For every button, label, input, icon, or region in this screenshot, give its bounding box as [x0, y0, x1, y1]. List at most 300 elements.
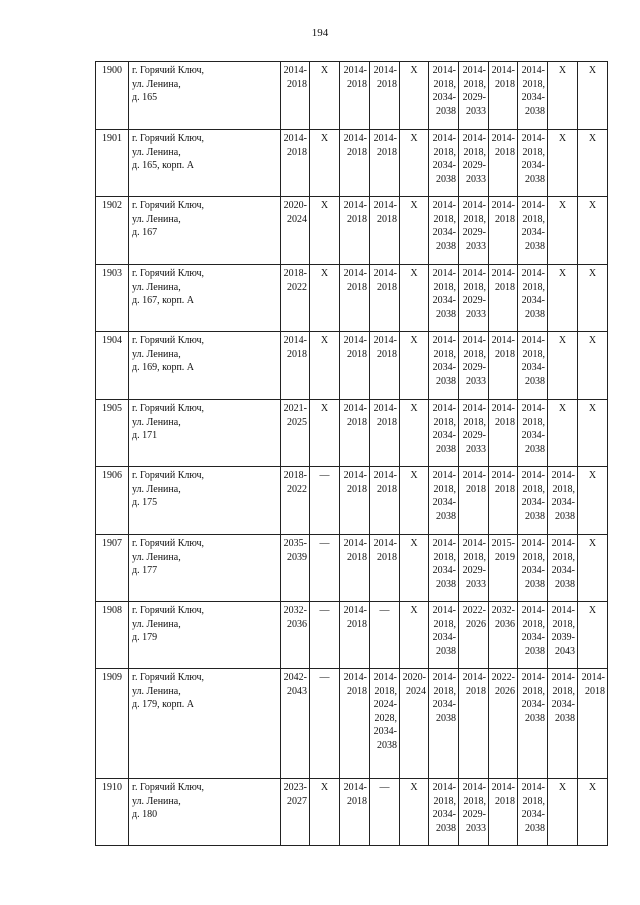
cell-line: 2018,	[433, 685, 456, 697]
cell-line: 2022-	[462, 605, 486, 616]
cell-line: 2018,	[463, 795, 486, 807]
year-cell	[281, 669, 310, 779]
year-cell	[281, 602, 310, 669]
year-cell	[548, 400, 578, 467]
year-cell	[548, 197, 578, 265]
cell-line: 2029-	[462, 227, 486, 239]
year-cell	[578, 779, 608, 846]
year-cell	[548, 332, 578, 400]
cell-line: 2029-	[462, 295, 486, 307]
cell-line: 2025	[287, 416, 307, 428]
cell-line: 2019	[495, 551, 515, 563]
cell-line: 2014-	[521, 403, 545, 414]
cell-line: 2014-	[581, 672, 605, 683]
year-cell	[370, 197, 400, 265]
cell-line: 2018	[585, 685, 605, 697]
year-cell	[340, 130, 370, 197]
cell-line: 2014-	[343, 335, 367, 346]
year-cell	[340, 62, 370, 130]
cell-line: 2018	[347, 795, 367, 807]
cell-line: 2038	[525, 375, 545, 387]
cell-line: 2018,	[433, 146, 456, 158]
cell-line: 2018,	[374, 685, 397, 697]
cell-line: 2018,	[433, 795, 456, 807]
year-cell	[459, 400, 489, 467]
address-line: ул. Ленина,	[132, 78, 181, 90]
cell-line: 2018,	[522, 78, 545, 90]
year-cell	[281, 779, 310, 846]
cell-line: 2018	[377, 78, 397, 90]
cell-line: 2018,	[463, 281, 486, 293]
cell-line: —	[379, 605, 390, 616]
cell-line: 2014-	[373, 538, 397, 549]
year-cell	[340, 535, 370, 602]
cell-line: Х	[558, 200, 567, 211]
year-cell	[370, 669, 400, 779]
cell-line: 2034-	[432, 632, 456, 644]
address-cell	[129, 62, 281, 130]
cell-line: 2034-	[432, 160, 456, 172]
cell-line: 2014-	[343, 268, 367, 279]
cell-line: 2014-	[462, 470, 486, 481]
cell-line: 2014-	[432, 605, 456, 616]
year-cell	[518, 400, 548, 467]
year-cell	[459, 62, 489, 130]
year-cell	[518, 669, 548, 779]
year-cell	[518, 265, 548, 332]
table-row	[96, 779, 608, 846]
cell-line: 2034-	[432, 227, 456, 239]
cell-line: Х	[558, 268, 567, 279]
cell-line: 2038	[436, 645, 456, 657]
cell-line: 2014-	[373, 200, 397, 211]
cell-line: 2026	[495, 685, 515, 697]
address-line: д. 165, корп. А	[132, 160, 195, 172]
cell-line: 2018	[347, 551, 367, 563]
cell-line: 2036	[287, 618, 307, 630]
cell-line: 2018,	[463, 348, 486, 360]
cell-line: 2038	[555, 712, 575, 724]
cell-line: 2018	[377, 483, 397, 495]
year-cell	[370, 400, 400, 467]
register-table	[95, 61, 608, 846]
cell-line: 2027	[287, 795, 307, 807]
cell-line: 2034-	[432, 430, 456, 442]
cell-line: 2014-	[432, 335, 456, 346]
address-cell	[129, 400, 281, 467]
year-cell	[548, 62, 578, 130]
cell-line: 2018-	[283, 470, 307, 481]
cell-line: 2014-	[521, 605, 545, 616]
cell-line: 2014-	[432, 200, 456, 211]
address-line: г. Горячий Ключ,	[132, 782, 204, 793]
cell-line: 2018	[347, 146, 367, 158]
cell-line: 2014-	[521, 133, 545, 144]
cell-line: 2014-	[491, 470, 515, 481]
cell-line: 2018,	[522, 146, 545, 158]
year-cell	[370, 535, 400, 602]
cell-line: 2018	[377, 281, 397, 293]
address-line: д. 180	[132, 809, 158, 821]
year-cell	[310, 130, 340, 197]
cell-line: 2014-	[343, 200, 367, 211]
year-cell	[518, 779, 548, 846]
cell-line: 2018	[347, 281, 367, 293]
year-cell	[429, 535, 459, 602]
cell-line: 2020-	[283, 200, 307, 211]
cell-line: 2034-	[521, 160, 545, 172]
cell-line: Х	[410, 133, 418, 144]
cell-line: 2018	[495, 795, 515, 807]
year-cell	[429, 400, 459, 467]
year-cell	[370, 332, 400, 400]
cell-line: 2014-	[462, 403, 486, 414]
year-cell	[489, 535, 518, 602]
address-cell	[129, 197, 281, 265]
year-cell	[400, 535, 429, 602]
cell-line: 2034-	[551, 497, 575, 509]
cell-line: 2014-	[432, 133, 456, 144]
cell-line: 2038	[555, 510, 575, 522]
year-cell	[281, 332, 310, 400]
cell-line: 2018	[347, 618, 367, 630]
cell-line: 2014-	[432, 470, 456, 481]
year-cell	[370, 130, 400, 197]
year-cell	[310, 779, 340, 846]
year-cell	[281, 265, 310, 332]
cell-line: 2014-	[551, 470, 575, 481]
cell-line: 2029-	[462, 430, 486, 442]
cell-line: 2034-	[521, 227, 545, 239]
year-cell	[548, 467, 578, 535]
year-cell	[489, 265, 518, 332]
cell-line: 2014-	[521, 470, 545, 481]
cell-line: 2018	[377, 146, 397, 158]
row-number: 1907	[96, 535, 129, 602]
cell-line: 2032-	[283, 605, 307, 616]
cell-line: 2033	[466, 578, 486, 590]
cell-line: 2022	[287, 483, 307, 495]
cell-line: 2018,	[522, 213, 545, 225]
year-cell	[340, 602, 370, 669]
cell-line: Х	[320, 782, 329, 793]
cell-line: 2038	[525, 712, 545, 724]
cell-line: 2014-	[343, 605, 367, 616]
cell-line: Х	[588, 65, 597, 76]
cell-line: 2014-	[343, 133, 367, 144]
cell-line: 2034-	[373, 726, 397, 738]
cell-line: 2034-	[521, 632, 545, 644]
row-number: 1908	[96, 602, 129, 669]
address-line: ул. Ленина,	[132, 416, 181, 428]
year-cell	[429, 130, 459, 197]
year-cell	[489, 332, 518, 400]
year-cell	[518, 62, 548, 130]
year-cell	[578, 602, 608, 669]
address-line: ул. Ленина,	[132, 618, 181, 630]
year-cell	[340, 265, 370, 332]
cell-line: 2018	[377, 213, 397, 225]
cell-line: 2018	[287, 146, 307, 158]
cell-line: 2038	[436, 173, 456, 185]
cell-line: Х	[588, 538, 597, 549]
cell-line: 2014-	[551, 538, 575, 549]
address-line: г. Горячий Ключ,	[132, 335, 204, 346]
cell-line: Х	[558, 335, 567, 346]
row-number: 1904	[96, 332, 129, 400]
cell-line: 2014-	[491, 200, 515, 211]
address-line: д. 179, корп. А	[132, 699, 195, 711]
address-cell	[129, 669, 281, 779]
year-cell	[400, 400, 429, 467]
address-line: ул. Ленина,	[132, 551, 181, 563]
cell-line: 2014-	[343, 538, 367, 549]
year-cell	[400, 602, 429, 669]
cell-line: 2034-	[432, 497, 456, 509]
cell-line: 2018,	[463, 551, 486, 563]
year-cell	[429, 669, 459, 779]
address-line: г. Горячий Ключ,	[132, 133, 204, 144]
address-line: ул. Ленина,	[132, 685, 181, 697]
year-cell	[578, 400, 608, 467]
address-line: г. Горячий Ключ,	[132, 470, 204, 481]
year-cell	[489, 130, 518, 197]
cell-line: 2014-	[343, 470, 367, 481]
table-row	[96, 265, 608, 332]
year-cell	[281, 467, 310, 535]
cell-line: Х	[410, 403, 418, 414]
cell-line: 2038	[525, 240, 545, 252]
year-cell	[400, 779, 429, 846]
cell-line: 2014-	[462, 268, 486, 279]
cell-line: Х	[558, 403, 567, 414]
cell-line: 2014-	[462, 672, 486, 683]
cell-line: 2014-	[491, 268, 515, 279]
cell-line: 2018,	[433, 483, 456, 495]
cell-line: 2014-	[462, 133, 486, 144]
year-cell	[310, 467, 340, 535]
cell-line: Х	[588, 200, 597, 211]
year-cell	[310, 602, 340, 669]
cell-line: —	[319, 470, 330, 481]
year-cell	[578, 669, 608, 779]
cell-line: Х	[558, 782, 567, 793]
cell-line: 2018,	[463, 146, 486, 158]
cell-line: 2023-	[283, 782, 307, 793]
year-cell	[310, 265, 340, 332]
cell-line: 2018	[466, 685, 486, 697]
cell-line: Х	[588, 133, 597, 144]
address-cell	[129, 265, 281, 332]
year-cell	[489, 197, 518, 265]
year-cell	[310, 62, 340, 130]
cell-line: 2035-	[283, 538, 307, 549]
cell-line: 2018,	[522, 551, 545, 563]
year-cell	[310, 197, 340, 265]
cell-line: 2034-	[521, 295, 545, 307]
address-line: д. 179	[132, 632, 158, 644]
cell-line: 2014-	[551, 672, 575, 683]
cell-line: 2034-	[432, 699, 456, 711]
cell-line: 2018	[347, 416, 367, 428]
cell-line: 2038	[525, 308, 545, 320]
cell-line: Х	[410, 538, 418, 549]
cell-line: Х	[320, 403, 329, 414]
year-cell	[281, 197, 310, 265]
cell-line: 2014-	[462, 335, 486, 346]
address-line: г. Горячий Ключ,	[132, 672, 204, 683]
cell-line: 2014-	[373, 470, 397, 481]
address-line: ул. Ленина,	[132, 795, 181, 807]
page-number: 194	[311, 27, 329, 39]
cell-line: 2018	[495, 416, 515, 428]
cell-line: 2018,	[552, 618, 575, 630]
address-line: д. 171	[132, 430, 158, 442]
address-line: ул. Ленина,	[132, 281, 181, 293]
table-row	[96, 400, 608, 467]
address-line: ул. Ленина,	[132, 213, 181, 225]
cell-line: Х	[588, 470, 597, 481]
cell-line: 2033	[466, 375, 486, 387]
address-line: д. 169, корп. А	[132, 362, 195, 374]
cell-line: 2018,	[552, 483, 575, 495]
cell-line: 2014-	[432, 672, 456, 683]
address-line: д. 175	[132, 497, 158, 509]
cell-line: 2014-	[521, 538, 545, 549]
cell-line: 2034-	[521, 565, 545, 577]
cell-line: 2034-	[521, 809, 545, 821]
cell-line: 2034-	[551, 565, 575, 577]
year-cell	[400, 669, 429, 779]
table-row	[96, 467, 608, 535]
cell-line: 2021-	[283, 403, 307, 414]
cell-line: 2018,	[522, 618, 545, 630]
year-cell	[518, 130, 548, 197]
cell-line: 2038	[436, 578, 456, 590]
cell-line: 2014-	[462, 538, 486, 549]
cell-line: 2014-	[491, 65, 515, 76]
table-row	[96, 62, 608, 130]
table-row	[96, 602, 608, 669]
cell-line: 2014-	[491, 782, 515, 793]
cell-line: —	[379, 782, 390, 793]
year-cell	[459, 467, 489, 535]
cell-line: 2018,	[433, 78, 456, 90]
cell-line: 2018	[347, 483, 367, 495]
year-cell	[518, 332, 548, 400]
cell-line: 2018	[377, 551, 397, 563]
address-line: ул. Ленина,	[132, 146, 181, 158]
year-cell	[370, 62, 400, 130]
year-cell	[281, 535, 310, 602]
cell-line: Х	[410, 268, 418, 279]
cell-line: 2014-	[491, 133, 515, 144]
cell-line: 2038	[525, 443, 545, 455]
cell-line: 2015-	[491, 538, 515, 549]
year-cell	[578, 467, 608, 535]
cell-line: 2038	[525, 822, 545, 834]
cell-line: 2024-	[373, 699, 397, 711]
cell-line: 2018	[347, 78, 367, 90]
row-number: 1900	[96, 62, 129, 130]
year-cell	[370, 265, 400, 332]
cell-line: 2014-	[521, 65, 545, 76]
row-number: 1902	[96, 197, 129, 265]
table-row	[96, 332, 608, 400]
year-cell	[548, 130, 578, 197]
cell-line: 2018,	[522, 348, 545, 360]
cell-line: Х	[320, 133, 329, 144]
row-number: 1910	[96, 779, 129, 846]
row-number: 1905	[96, 400, 129, 467]
cell-line: 2014-	[432, 782, 456, 793]
year-cell	[400, 332, 429, 400]
cell-line: Х	[588, 268, 597, 279]
address-line: г. Горячий Ключ,	[132, 538, 204, 549]
year-cell	[370, 602, 400, 669]
year-cell	[578, 265, 608, 332]
address-line: г. Горячий Ключ,	[132, 65, 204, 76]
address-line: д. 167, корп. А	[132, 295, 195, 307]
year-cell	[340, 400, 370, 467]
cell-line: 2034-	[521, 699, 545, 711]
year-cell	[578, 332, 608, 400]
cell-line: 2018,	[463, 78, 486, 90]
cell-line: 2043	[287, 685, 307, 697]
cell-line: 2014-	[432, 403, 456, 414]
cell-line: 2018,	[522, 685, 545, 697]
cell-line: 2018	[495, 146, 515, 158]
cell-line: 2038	[525, 510, 545, 522]
cell-line: 2014-	[491, 403, 515, 414]
year-cell	[370, 779, 400, 846]
year-cell	[429, 62, 459, 130]
cell-line: 2018	[347, 348, 367, 360]
cell-line: 2014-	[373, 65, 397, 76]
address-line: д. 165	[132, 92, 158, 104]
cell-line: 2014-	[491, 335, 515, 346]
year-cell	[548, 669, 578, 779]
cell-line: 2033	[466, 822, 486, 834]
year-cell	[489, 669, 518, 779]
cell-line: 2018,	[433, 348, 456, 360]
cell-line: 2018	[377, 348, 397, 360]
cell-line: 2022-	[491, 672, 515, 683]
cell-line: 2014-	[373, 268, 397, 279]
cell-line: —	[319, 605, 330, 616]
cell-line: Х	[320, 335, 329, 346]
year-cell	[489, 400, 518, 467]
cell-line: 2038	[377, 739, 397, 751]
address-line: д. 167	[132, 227, 158, 239]
cell-line: Х	[410, 200, 418, 211]
cell-line: 2018	[287, 78, 307, 90]
year-cell	[400, 467, 429, 535]
cell-line: Х	[320, 65, 329, 76]
address-cell	[129, 535, 281, 602]
row-number: 1903	[96, 265, 129, 332]
year-cell	[518, 197, 548, 265]
cell-line: 2018,	[552, 685, 575, 697]
cell-line: 2018,	[552, 551, 575, 563]
cell-line: 2038	[436, 375, 456, 387]
cell-line: 2029-	[462, 565, 486, 577]
cell-line: 2038	[525, 105, 545, 117]
year-cell	[400, 197, 429, 265]
cell-line: 2018,	[463, 213, 486, 225]
year-cell	[340, 467, 370, 535]
year-cell	[310, 535, 340, 602]
